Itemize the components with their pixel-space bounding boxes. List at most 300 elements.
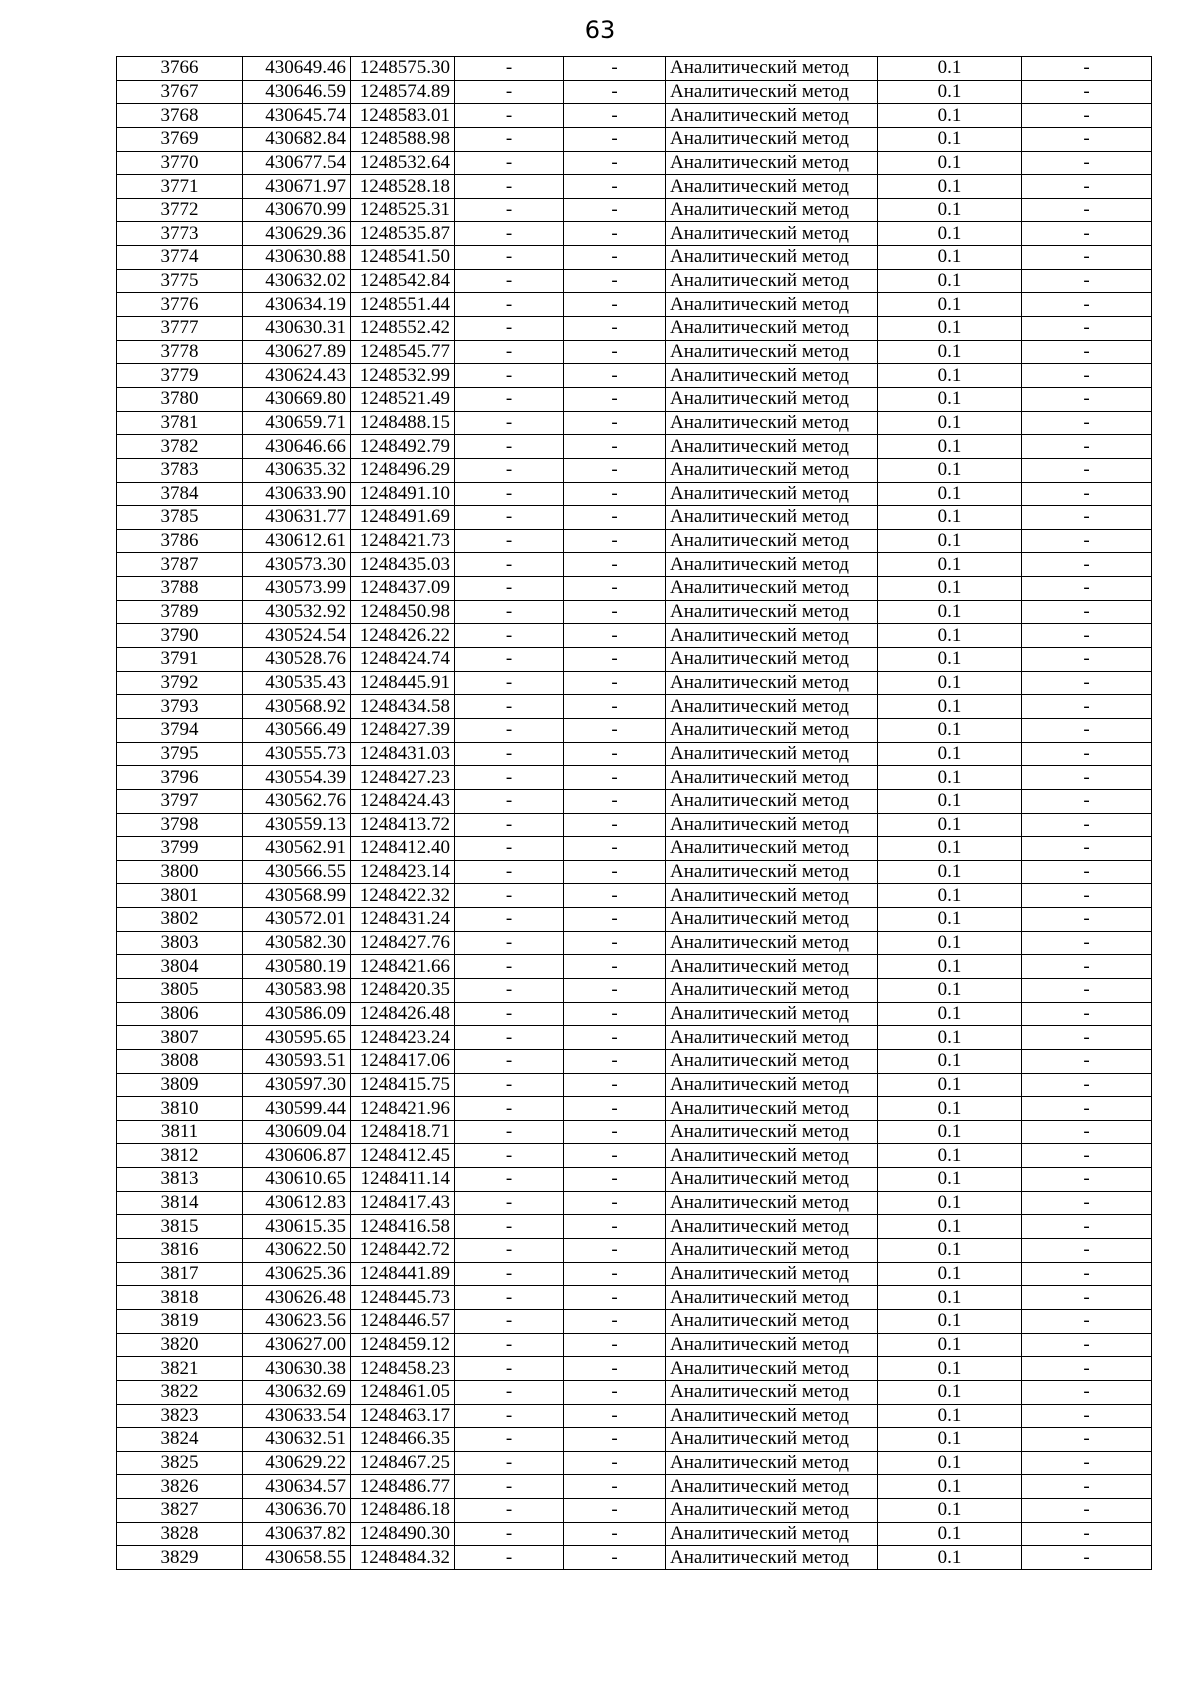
y-coordinate-cell: 1248417.43 [351, 1191, 455, 1215]
dash-cell: - [455, 198, 564, 222]
point-number-cell: 3771 [117, 175, 243, 199]
accuracy-cell: 0.1 [878, 80, 1022, 104]
method-cell: Аналитический метод [666, 1215, 878, 1239]
method-cell: Аналитический метод [666, 57, 878, 81]
method-cell: Аналитический метод [666, 1357, 878, 1381]
dash-cell: - [564, 978, 666, 1002]
dash-cell: - [564, 789, 666, 813]
accuracy-cell: 0.1 [878, 577, 1022, 601]
dash-cell: - [455, 1215, 564, 1239]
point-number-cell: 3809 [117, 1073, 243, 1097]
y-coordinate-cell: 1248492.79 [351, 435, 455, 459]
accuracy-cell: 0.1 [878, 1120, 1022, 1144]
point-number-cell: 3782 [117, 435, 243, 459]
dash-cell: - [564, 624, 666, 648]
dash-cell: - [564, 837, 666, 861]
table-row [117, 1239, 1152, 1263]
y-coordinate-cell: 1248427.76 [351, 931, 455, 955]
method-cell: Аналитический метод [666, 80, 878, 104]
accuracy-cell: 0.1 [878, 340, 1022, 364]
method-cell: Аналитический метод [666, 1475, 878, 1499]
point-number-cell: 3787 [117, 553, 243, 577]
point-number-cell: 3794 [117, 718, 243, 742]
dash-cell: - [1022, 1144, 1152, 1168]
x-coordinate-cell: 430633.90 [243, 482, 351, 506]
x-coordinate-cell: 430582.30 [243, 931, 351, 955]
method-cell: Аналитический метод [666, 246, 878, 270]
accuracy-cell: 0.1 [878, 198, 1022, 222]
y-coordinate-cell: 1248463.17 [351, 1404, 455, 1428]
y-coordinate-cell: 1248426.22 [351, 624, 455, 648]
dash-cell: - [564, 1309, 666, 1333]
accuracy-cell: 0.1 [878, 269, 1022, 293]
dash-cell: - [455, 529, 564, 553]
y-coordinate-cell: 1248445.73 [351, 1286, 455, 1310]
x-coordinate-cell: 430627.89 [243, 340, 351, 364]
table-row [117, 955, 1152, 979]
y-coordinate-cell: 1248413.72 [351, 813, 455, 837]
dash-cell: - [564, 1286, 666, 1310]
table-row [117, 435, 1152, 459]
y-coordinate-cell: 1248525.31 [351, 198, 455, 222]
dash-cell: - [455, 955, 564, 979]
point-number-cell: 3766 [117, 57, 243, 81]
accuracy-cell: 0.1 [878, 1097, 1022, 1121]
point-number-cell: 3781 [117, 411, 243, 435]
dash-cell: - [455, 1026, 564, 1050]
dash-cell: - [564, 364, 666, 388]
dash-cell: - [564, 1215, 666, 1239]
dash-cell: - [1022, 1073, 1152, 1097]
dash-cell: - [1022, 529, 1152, 553]
dash-cell: - [455, 127, 564, 151]
y-coordinate-cell: 1248427.23 [351, 766, 455, 790]
accuracy-cell: 0.1 [878, 1522, 1022, 1546]
accuracy-cell: 0.1 [878, 1144, 1022, 1168]
page-number: 63 [584, 16, 616, 44]
point-number-cell: 3806 [117, 1002, 243, 1026]
accuracy-cell: 0.1 [878, 57, 1022, 81]
dash-cell: - [564, 1333, 666, 1357]
x-coordinate-cell: 430572.01 [243, 908, 351, 932]
method-cell: Аналитический метод [666, 1428, 878, 1452]
x-coordinate-cell: 430627.00 [243, 1333, 351, 1357]
y-coordinate-cell: 1248575.30 [351, 57, 455, 81]
table-row [117, 600, 1152, 624]
point-number-cell: 3814 [117, 1191, 243, 1215]
accuracy-cell: 0.1 [878, 127, 1022, 151]
table-row [117, 1404, 1152, 1428]
dash-cell: - [455, 766, 564, 790]
accuracy-cell: 0.1 [878, 624, 1022, 648]
y-coordinate-cell: 1248446.57 [351, 1309, 455, 1333]
table-row [117, 1002, 1152, 1026]
method-cell: Аналитический метод [666, 1546, 878, 1570]
dash-cell: - [455, 1002, 564, 1026]
dash-cell: - [564, 1002, 666, 1026]
table-row [117, 837, 1152, 861]
dash-cell: - [564, 860, 666, 884]
dash-cell: - [564, 1144, 666, 1168]
point-number-cell: 3819 [117, 1309, 243, 1333]
method-cell: Аналитический метод [666, 458, 878, 482]
dash-cell: - [455, 1475, 564, 1499]
dash-cell: - [1022, 175, 1152, 199]
y-coordinate-cell: 1248420.35 [351, 978, 455, 1002]
method-cell: Аналитический метод [666, 506, 878, 530]
dash-cell: - [564, 695, 666, 719]
dash-cell: - [564, 411, 666, 435]
method-cell: Аналитический метод [666, 908, 878, 932]
x-coordinate-cell: 430646.66 [243, 435, 351, 459]
dash-cell: - [455, 789, 564, 813]
y-coordinate-cell: 1248486.77 [351, 1475, 455, 1499]
y-coordinate-cell: 1248583.01 [351, 104, 455, 128]
table-row [117, 577, 1152, 601]
y-coordinate-cell: 1248459.12 [351, 1333, 455, 1357]
dash-cell: - [455, 553, 564, 577]
point-number-cell: 3803 [117, 931, 243, 955]
table-row [117, 57, 1152, 81]
y-coordinate-cell: 1248431.24 [351, 908, 455, 932]
x-coordinate-cell: 430583.98 [243, 978, 351, 1002]
dash-cell: - [455, 718, 564, 742]
dash-cell: - [564, 151, 666, 175]
point-number-cell: 3811 [117, 1120, 243, 1144]
accuracy-cell: 0.1 [878, 1286, 1022, 1310]
y-coordinate-cell: 1248490.30 [351, 1522, 455, 1546]
x-coordinate-cell: 430566.49 [243, 718, 351, 742]
method-cell: Аналитический метод [666, 1097, 878, 1121]
table-row [117, 695, 1152, 719]
dash-cell: - [455, 1333, 564, 1357]
dash-cell: - [564, 458, 666, 482]
dash-cell: - [564, 506, 666, 530]
dash-cell: - [455, 1451, 564, 1475]
dash-cell: - [564, 1428, 666, 1452]
dash-cell: - [455, 506, 564, 530]
x-coordinate-cell: 430622.50 [243, 1239, 351, 1263]
dash-cell: - [455, 837, 564, 861]
method-cell: Аналитический метод [666, 1049, 878, 1073]
y-coordinate-cell: 1248412.45 [351, 1144, 455, 1168]
method-cell: Аналитический метод [666, 1144, 878, 1168]
dash-cell: - [564, 884, 666, 908]
accuracy-cell: 0.1 [878, 387, 1022, 411]
dash-cell: - [1022, 293, 1152, 317]
x-coordinate-cell: 430632.69 [243, 1380, 351, 1404]
accuracy-cell: 0.1 [878, 1239, 1022, 1263]
dash-cell: - [455, 648, 564, 672]
table-row [117, 317, 1152, 341]
dash-cell: - [1022, 222, 1152, 246]
table-row [117, 222, 1152, 246]
method-cell: Аналитический метод [666, 1333, 878, 1357]
point-number-cell: 3808 [117, 1049, 243, 1073]
accuracy-cell: 0.1 [878, 648, 1022, 672]
point-number-cell: 3795 [117, 742, 243, 766]
table-row [117, 529, 1152, 553]
method-cell: Аналитический метод [666, 1380, 878, 1404]
accuracy-cell: 0.1 [878, 1499, 1022, 1523]
x-coordinate-cell: 430623.56 [243, 1309, 351, 1333]
y-coordinate-cell: 1248545.77 [351, 340, 455, 364]
point-number-cell: 3789 [117, 600, 243, 624]
table-row [117, 387, 1152, 411]
dash-cell: - [1022, 411, 1152, 435]
point-number-cell: 3812 [117, 1144, 243, 1168]
dash-cell: - [564, 80, 666, 104]
dash-cell: - [1022, 1286, 1152, 1310]
point-number-cell: 3769 [117, 127, 243, 151]
method-cell: Аналитический метод [666, 269, 878, 293]
y-coordinate-cell: 1248417.06 [351, 1049, 455, 1073]
dash-cell: - [564, 671, 666, 695]
accuracy-cell: 0.1 [878, 246, 1022, 270]
dash-cell: - [455, 1191, 564, 1215]
dash-cell: - [564, 1404, 666, 1428]
table-row [117, 884, 1152, 908]
table-row [117, 742, 1152, 766]
accuracy-cell: 0.1 [878, 364, 1022, 388]
dash-cell: - [1022, 482, 1152, 506]
dash-cell: - [564, 1262, 666, 1286]
dash-cell: - [1022, 1333, 1152, 1357]
accuracy-cell: 0.1 [878, 1073, 1022, 1097]
dash-cell: - [564, 718, 666, 742]
point-number-cell: 3826 [117, 1475, 243, 1499]
table-row [117, 246, 1152, 270]
dash-cell: - [1022, 648, 1152, 672]
y-coordinate-cell: 1248421.66 [351, 955, 455, 979]
method-cell: Аналитический метод [666, 766, 878, 790]
table-row [117, 1097, 1152, 1121]
accuracy-cell: 0.1 [878, 1002, 1022, 1026]
y-coordinate-cell: 1248496.29 [351, 458, 455, 482]
method-cell: Аналитический метод [666, 198, 878, 222]
accuracy-cell: 0.1 [878, 317, 1022, 341]
x-coordinate-cell: 430677.54 [243, 151, 351, 175]
method-cell: Аналитический метод [666, 978, 878, 1002]
table-row [117, 1522, 1152, 1546]
dash-cell: - [564, 600, 666, 624]
dash-cell: - [564, 340, 666, 364]
dash-cell: - [1022, 1026, 1152, 1050]
dash-cell: - [455, 624, 564, 648]
point-number-cell: 3801 [117, 884, 243, 908]
dash-cell: - [1022, 884, 1152, 908]
table-row [117, 1144, 1152, 1168]
method-cell: Аналитический метод [666, 718, 878, 742]
point-number-cell: 3785 [117, 506, 243, 530]
y-coordinate-cell: 1248532.64 [351, 151, 455, 175]
method-cell: Аналитический метод [666, 1168, 878, 1192]
dash-cell: - [1022, 577, 1152, 601]
method-cell: Аналитический метод [666, 387, 878, 411]
dash-cell: - [564, 1380, 666, 1404]
point-number-cell: 3774 [117, 246, 243, 270]
table-row [117, 1191, 1152, 1215]
x-coordinate-cell: 430612.61 [243, 529, 351, 553]
x-coordinate-cell: 430631.77 [243, 506, 351, 530]
accuracy-cell: 0.1 [878, 1451, 1022, 1475]
x-coordinate-cell: 430606.87 [243, 1144, 351, 1168]
y-coordinate-cell: 1248535.87 [351, 222, 455, 246]
y-coordinate-cell: 1248484.32 [351, 1546, 455, 1570]
dash-cell: - [455, 908, 564, 932]
dash-cell: - [564, 1239, 666, 1263]
x-coordinate-cell: 430597.30 [243, 1073, 351, 1097]
method-cell: Аналитический метод [666, 364, 878, 388]
accuracy-cell: 0.1 [878, 1380, 1022, 1404]
point-number-cell: 3804 [117, 955, 243, 979]
x-coordinate-cell: 430609.04 [243, 1120, 351, 1144]
coordinates-table [116, 56, 1152, 1570]
method-cell: Аналитический метод [666, 1073, 878, 1097]
x-coordinate-cell: 430573.30 [243, 553, 351, 577]
x-coordinate-cell: 430645.74 [243, 104, 351, 128]
table-row [117, 624, 1152, 648]
accuracy-cell: 0.1 [878, 104, 1022, 128]
dash-cell: - [1022, 340, 1152, 364]
point-number-cell: 3802 [117, 908, 243, 932]
x-coordinate-cell: 430524.54 [243, 624, 351, 648]
dash-cell: - [455, 931, 564, 955]
dash-cell: - [455, 1286, 564, 1310]
y-coordinate-cell: 1248491.10 [351, 482, 455, 506]
accuracy-cell: 0.1 [878, 955, 1022, 979]
table-row [117, 931, 1152, 955]
y-coordinate-cell: 1248442.72 [351, 1239, 455, 1263]
method-cell: Аналитический метод [666, 529, 878, 553]
table-row [117, 1380, 1152, 1404]
dash-cell: - [455, 1239, 564, 1263]
dash-cell: - [564, 1073, 666, 1097]
dash-cell: - [455, 57, 564, 81]
dash-cell: - [1022, 1049, 1152, 1073]
table-row [117, 1286, 1152, 1310]
dash-cell: - [1022, 1239, 1152, 1263]
method-cell: Аналитический метод [666, 104, 878, 128]
point-number-cell: 3798 [117, 813, 243, 837]
dash-cell: - [1022, 742, 1152, 766]
x-coordinate-cell: 430634.19 [243, 293, 351, 317]
point-number-cell: 3797 [117, 789, 243, 813]
table-row [117, 671, 1152, 695]
table-row [117, 766, 1152, 790]
point-number-cell: 3800 [117, 860, 243, 884]
y-coordinate-cell: 1248415.75 [351, 1073, 455, 1097]
dash-cell: - [455, 222, 564, 246]
x-coordinate-cell: 430554.39 [243, 766, 351, 790]
accuracy-cell: 0.1 [878, 884, 1022, 908]
dash-cell: - [1022, 553, 1152, 577]
dash-cell: - [1022, 1475, 1152, 1499]
y-coordinate-cell: 1248458.23 [351, 1357, 455, 1381]
point-number-cell: 3824 [117, 1428, 243, 1452]
accuracy-cell: 0.1 [878, 435, 1022, 459]
dash-cell: - [1022, 671, 1152, 695]
dash-cell: - [564, 577, 666, 601]
x-coordinate-cell: 430649.46 [243, 57, 351, 81]
table-row [117, 506, 1152, 530]
dash-cell: - [1022, 908, 1152, 932]
accuracy-cell: 0.1 [878, 1049, 1022, 1073]
dash-cell: - [564, 1049, 666, 1073]
dash-cell: - [564, 553, 666, 577]
table-row [117, 1073, 1152, 1097]
x-coordinate-cell: 430626.48 [243, 1286, 351, 1310]
dash-cell: - [1022, 813, 1152, 837]
method-cell: Аналитический метод [666, 648, 878, 672]
dash-cell: - [564, 1120, 666, 1144]
table-row [117, 1546, 1152, 1570]
table-row [117, 1428, 1152, 1452]
accuracy-cell: 0.1 [878, 1404, 1022, 1428]
dash-cell: - [564, 1097, 666, 1121]
accuracy-cell: 0.1 [878, 600, 1022, 624]
x-coordinate-cell: 430630.31 [243, 317, 351, 341]
dash-cell: - [564, 1357, 666, 1381]
table-row [117, 1168, 1152, 1192]
accuracy-cell: 0.1 [878, 1546, 1022, 1570]
dash-cell: - [564, 387, 666, 411]
x-coordinate-cell: 430566.55 [243, 860, 351, 884]
method-cell: Аналитический метод [666, 1499, 878, 1523]
y-coordinate-cell: 1248418.71 [351, 1120, 455, 1144]
dash-cell: - [1022, 435, 1152, 459]
x-coordinate-cell: 430635.32 [243, 458, 351, 482]
y-coordinate-cell: 1248422.32 [351, 884, 455, 908]
dash-cell: - [1022, 246, 1152, 270]
accuracy-cell: 0.1 [878, 718, 1022, 742]
point-number-cell: 3773 [117, 222, 243, 246]
dash-cell: - [1022, 269, 1152, 293]
point-number-cell: 3825 [117, 1451, 243, 1475]
y-coordinate-cell: 1248467.25 [351, 1451, 455, 1475]
accuracy-cell: 0.1 [878, 1215, 1022, 1239]
dash-cell: - [1022, 624, 1152, 648]
dash-cell: - [1022, 1404, 1152, 1428]
dash-cell: - [1022, 1522, 1152, 1546]
y-coordinate-cell: 1248435.03 [351, 553, 455, 577]
x-coordinate-cell: 430573.99 [243, 577, 351, 601]
point-number-cell: 3817 [117, 1262, 243, 1286]
y-coordinate-cell: 1248551.44 [351, 293, 455, 317]
point-number-cell: 3786 [117, 529, 243, 553]
method-cell: Аналитический метод [666, 884, 878, 908]
accuracy-cell: 0.1 [878, 411, 1022, 435]
x-coordinate-cell: 430629.22 [243, 1451, 351, 1475]
table-row [117, 1262, 1152, 1286]
dash-cell: - [1022, 1380, 1152, 1404]
point-number-cell: 3816 [117, 1239, 243, 1263]
point-number-cell: 3784 [117, 482, 243, 506]
point-number-cell: 3796 [117, 766, 243, 790]
dash-cell: - [455, 1120, 564, 1144]
point-number-cell: 3767 [117, 80, 243, 104]
method-cell: Аналитический метод [666, 1404, 878, 1428]
method-cell: Аналитический метод [666, 1262, 878, 1286]
dash-cell: - [1022, 1428, 1152, 1452]
y-coordinate-cell: 1248541.50 [351, 246, 455, 270]
dash-cell: - [455, 813, 564, 837]
x-coordinate-cell: 430646.59 [243, 80, 351, 104]
method-cell: Аналитический метод [666, 127, 878, 151]
method-cell: Аналитический метод [666, 317, 878, 341]
dash-cell: - [564, 813, 666, 837]
point-number-cell: 3818 [117, 1286, 243, 1310]
